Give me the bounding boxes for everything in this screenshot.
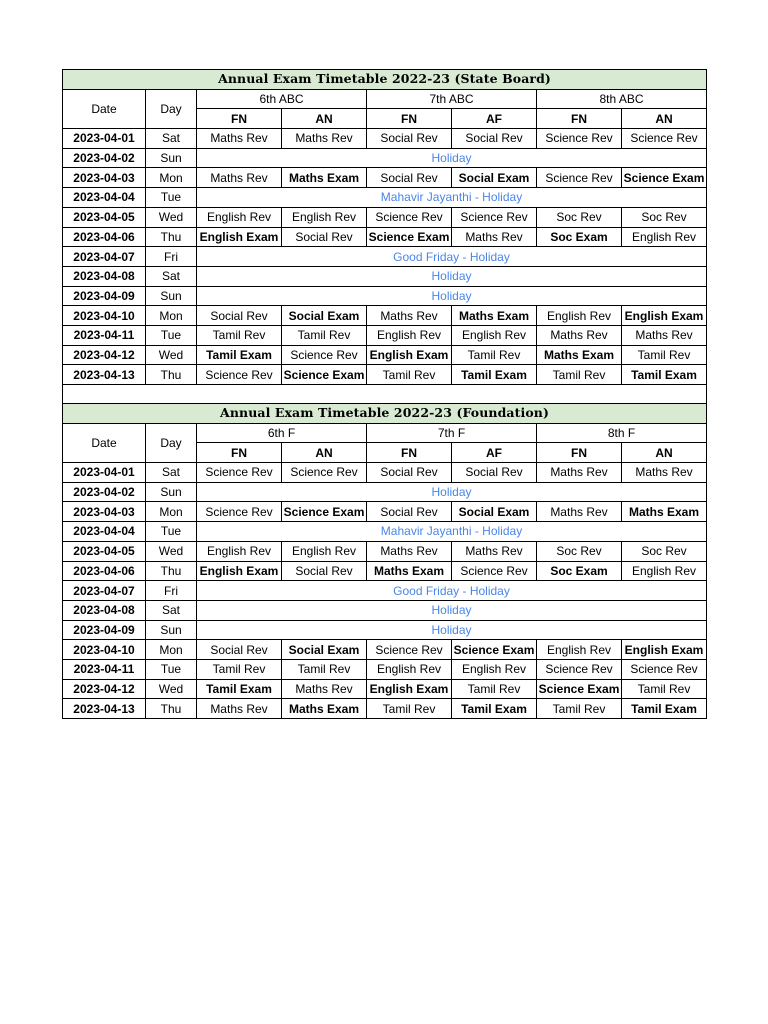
schedule-cell: Maths Rev [367,306,452,326]
class-group-header: 7th ABC [367,89,537,109]
schedule-cell: Tamil Rev [282,659,367,679]
table-row [63,522,707,542]
schedule-cell: Soc Rev [622,207,707,227]
table-row [63,463,707,483]
day-cell: Sun [146,286,197,306]
table-title-row [63,404,707,424]
day-cell: Sat [146,266,197,286]
schedule-cell: English Rev [537,640,622,660]
date-cell: 2023-04-04 [63,522,146,542]
day-cell: Wed [146,345,197,365]
schedule-cell: Tamil Exam [197,679,282,699]
schedule-cell: Social Exam [452,168,537,188]
day-cell: Wed [146,207,197,227]
date-cell: 2023-04-01 [63,463,146,483]
class-group-header: 8th F [537,423,707,443]
schedule-cell: Maths Exam [282,699,367,719]
day-column-header: Day [146,89,197,128]
day-cell: Thu [146,365,197,385]
schedule-cell: Social Exam [452,502,537,522]
table-row [63,148,707,168]
class-group-header: 6th F [197,423,367,443]
table-row [63,365,707,385]
schedule-cell: Tamil Exam [452,699,537,719]
table-row [63,600,707,620]
schedule-cell: Science Exam [452,640,537,660]
timetable-grid [62,69,707,719]
table-row [63,581,707,601]
session-header: FN [367,109,452,129]
schedule-cell: Tamil Exam [197,345,282,365]
schedule-cell: Maths Rev [367,541,452,561]
schedule-cell: Maths Rev [197,168,282,188]
table-row [63,640,707,660]
date-cell: 2023-04-12 [63,345,146,365]
schedule-cell: Social Rev [367,168,452,188]
schedule-cell: Soc Exam [537,227,622,247]
schedule-cell: Social Rev [367,502,452,522]
schedule-cell: Social Exam [282,306,367,326]
header-row [63,423,707,443]
schedule-cell: Science Rev [537,659,622,679]
table-row [63,345,707,365]
schedule-cell: English Rev [367,325,452,345]
date-cell: 2023-04-06 [63,227,146,247]
day-cell: Mon [146,502,197,522]
schedule-cell: Maths Rev [282,679,367,699]
session-header: AN [282,109,367,129]
date-cell: 2023-04-11 [63,659,146,679]
spacer-cell [63,385,707,404]
session-header: AF [452,109,537,129]
table-row [63,227,707,247]
class-group-header: 6th ABC [197,89,367,109]
date-column-header: Date [63,89,146,128]
holiday-cell: Holiday [197,286,707,306]
holiday-cell: Holiday [197,148,707,168]
schedule-cell: Maths Exam [452,306,537,326]
schedule-cell: English Exam [197,227,282,247]
table-row [63,659,707,679]
holiday-cell: Holiday [197,620,707,640]
schedule-cell: English Rev [282,541,367,561]
table-row [63,207,707,227]
session-header: AN [622,443,707,463]
schedule-cell: Tamil Rev [452,679,537,699]
schedule-cell: English Rev [197,207,282,227]
schedule-cell: Maths Rev [452,541,537,561]
date-cell: 2023-04-09 [63,286,146,306]
schedule-cell: Science Exam [282,365,367,385]
schedule-cell: Science Rev [367,207,452,227]
schedule-cell: Maths Rev [452,227,537,247]
schedule-cell: Maths Rev [197,699,282,719]
day-cell: Sun [146,620,197,640]
class-group-header: 7th F [367,423,537,443]
schedule-cell: Maths Exam [622,502,707,522]
schedule-cell: English Exam [197,561,282,581]
day-cell: Thu [146,561,197,581]
day-cell: Sun [146,482,197,502]
table-row [63,502,707,522]
schedule-cell: Maths Rev [282,129,367,149]
date-cell: 2023-04-11 [63,325,146,345]
date-cell: 2023-04-03 [63,168,146,188]
day-cell: Sun [146,148,197,168]
day-cell: Tue [146,188,197,208]
schedule-cell: English Rev [282,207,367,227]
day-cell: Wed [146,679,197,699]
date-cell: 2023-04-04 [63,188,146,208]
schedule-cell: Tamil Rev [197,659,282,679]
schedule-cell: Science Rev [197,365,282,385]
session-header: FN [367,443,452,463]
schedule-cell: Science Rev [452,561,537,581]
schedule-cell: Maths Exam [537,345,622,365]
schedule-cell: Science Rev [197,463,282,483]
holiday-cell: Good Friday - Holiday [197,581,707,601]
schedule-cell: Social Rev [282,227,367,247]
table-row [63,168,707,188]
schedule-cell: Soc Rev [537,207,622,227]
section-spacer [63,385,707,404]
schedule-cell: Science Rev [197,502,282,522]
schedule-cell: Maths Rev [197,129,282,149]
schedule-cell: Science Rev [282,463,367,483]
holiday-cell: Holiday [197,266,707,286]
schedule-cell: Science Rev [452,207,537,227]
date-cell: 2023-04-10 [63,306,146,326]
table-row [63,541,707,561]
holiday-cell: Mahavir Jayanthi - Holiday [197,188,707,208]
schedule-cell: Tamil Rev [282,325,367,345]
table-row [63,247,707,267]
schedule-cell: Maths Exam [367,561,452,581]
schedule-cell: Tamil Rev [622,679,707,699]
schedule-cell: Social Rev [452,463,537,483]
table-row [63,482,707,502]
day-cell: Mon [146,306,197,326]
schedule-cell: English Rev [452,325,537,345]
holiday-cell: Good Friday - Holiday [197,247,707,267]
schedule-cell: Soc Rev [622,541,707,561]
session-header: FN [197,443,282,463]
day-cell: Fri [146,581,197,601]
schedule-cell: English Rev [622,561,707,581]
day-cell: Thu [146,227,197,247]
header-row [63,89,707,109]
schedule-cell: Soc Rev [537,541,622,561]
day-column-header: Day [146,423,197,462]
table-row [63,699,707,719]
schedule-cell: Science Exam [367,227,452,247]
holiday-cell: Mahavir Jayanthi - Holiday [197,522,707,542]
schedule-cell: Science Exam [622,168,707,188]
schedule-cell: Tamil Rev [622,345,707,365]
schedule-cell: Maths Rev [622,463,707,483]
date-cell: 2023-04-05 [63,207,146,227]
holiday-cell: Holiday [197,482,707,502]
session-header: FN [537,109,622,129]
schedule-cell: Social Rev [367,129,452,149]
holiday-cell: Holiday [197,600,707,620]
schedule-cell: Science Rev [282,345,367,365]
date-cell: 2023-04-02 [63,482,146,502]
table-row [63,286,707,306]
date-cell: 2023-04-13 [63,365,146,385]
schedule-cell: English Rev [452,659,537,679]
session-header: FN [197,109,282,129]
schedule-cell: Science Exam [537,679,622,699]
table-row [63,129,707,149]
schedule-cell: Social Rev [367,463,452,483]
table-row [63,561,707,581]
schedule-cell: English Exam [622,306,707,326]
day-cell: Fri [146,247,197,267]
session-header: AF [452,443,537,463]
schedule-cell: Tamil Exam [622,699,707,719]
class-group-header: 8th ABC [537,89,707,109]
schedule-cell: Tamil Exam [622,365,707,385]
schedule-cell: Science Exam [282,502,367,522]
schedule-cell: Social Rev [197,640,282,660]
day-cell: Mon [146,168,197,188]
schedule-cell: English Rev [367,659,452,679]
date-cell: 2023-04-09 [63,620,146,640]
schedule-cell: Science Rev [622,129,707,149]
day-cell: Tue [146,522,197,542]
date-cell: 2023-04-01 [63,129,146,149]
schedule-cell: Science Rev [367,640,452,660]
schedule-cell: English Rev [537,306,622,326]
schedule-cell: Tamil Rev [367,365,452,385]
schedule-cell: Soc Exam [537,561,622,581]
schedule-cell: English Exam [367,345,452,365]
table-title-row [63,70,707,90]
day-cell: Thu [146,699,197,719]
schedule-cell: Tamil Rev [452,345,537,365]
day-cell: Tue [146,659,197,679]
date-cell: 2023-04-08 [63,266,146,286]
date-cell: 2023-04-08 [63,600,146,620]
schedule-cell: Maths Rev [537,502,622,522]
table-title: Annual Exam Timetable 2022-23 (State Board) [63,70,707,90]
date-cell: 2023-04-07 [63,581,146,601]
date-cell: 2023-04-02 [63,148,146,168]
schedule-cell: Tamil Rev [537,365,622,385]
schedule-cell: English Exam [367,679,452,699]
schedule-cell: Tamil Rev [367,699,452,719]
date-cell: 2023-04-03 [63,502,146,522]
date-cell: 2023-04-13 [63,699,146,719]
schedule-cell: Maths Exam [282,168,367,188]
date-cell: 2023-04-07 [63,247,146,267]
schedule-cell: Science Rev [537,129,622,149]
day-cell: Mon [146,640,197,660]
date-cell: 2023-04-05 [63,541,146,561]
schedule-cell: Science Rev [537,168,622,188]
schedule-cell: Tamil Rev [537,699,622,719]
schedule-cell: English Rev [622,227,707,247]
schedule-cell: Science Rev [622,659,707,679]
timetable-sheet [62,69,706,719]
day-cell: Sat [146,600,197,620]
day-cell: Wed [146,541,197,561]
session-header: AN [622,109,707,129]
schedule-cell: English Rev [197,541,282,561]
schedule-cell: Maths Rev [537,463,622,483]
date-cell: 2023-04-10 [63,640,146,660]
table-row [63,266,707,286]
session-header: AN [282,443,367,463]
table-row [63,306,707,326]
day-cell: Sat [146,129,197,149]
day-cell: Tue [146,325,197,345]
date-column-header: Date [63,423,146,462]
schedule-cell: Social Rev [282,561,367,581]
table-title: Annual Exam Timetable 2022-23 (Foundation) [63,404,707,424]
date-cell: 2023-04-12 [63,679,146,699]
session-header: FN [537,443,622,463]
schedule-cell: Maths Rev [537,325,622,345]
day-cell: Sat [146,463,197,483]
table-row [63,188,707,208]
schedule-cell: Maths Rev [622,325,707,345]
table-row [63,325,707,345]
schedule-cell: English Exam [622,640,707,660]
schedule-cell: Social Rev [197,306,282,326]
table-row [63,679,707,699]
date-cell: 2023-04-06 [63,561,146,581]
schedule-cell: Social Rev [452,129,537,149]
schedule-cell: Social Exam [282,640,367,660]
schedule-cell: Tamil Rev [197,325,282,345]
table-row [63,620,707,640]
schedule-cell: Tamil Exam [452,365,537,385]
